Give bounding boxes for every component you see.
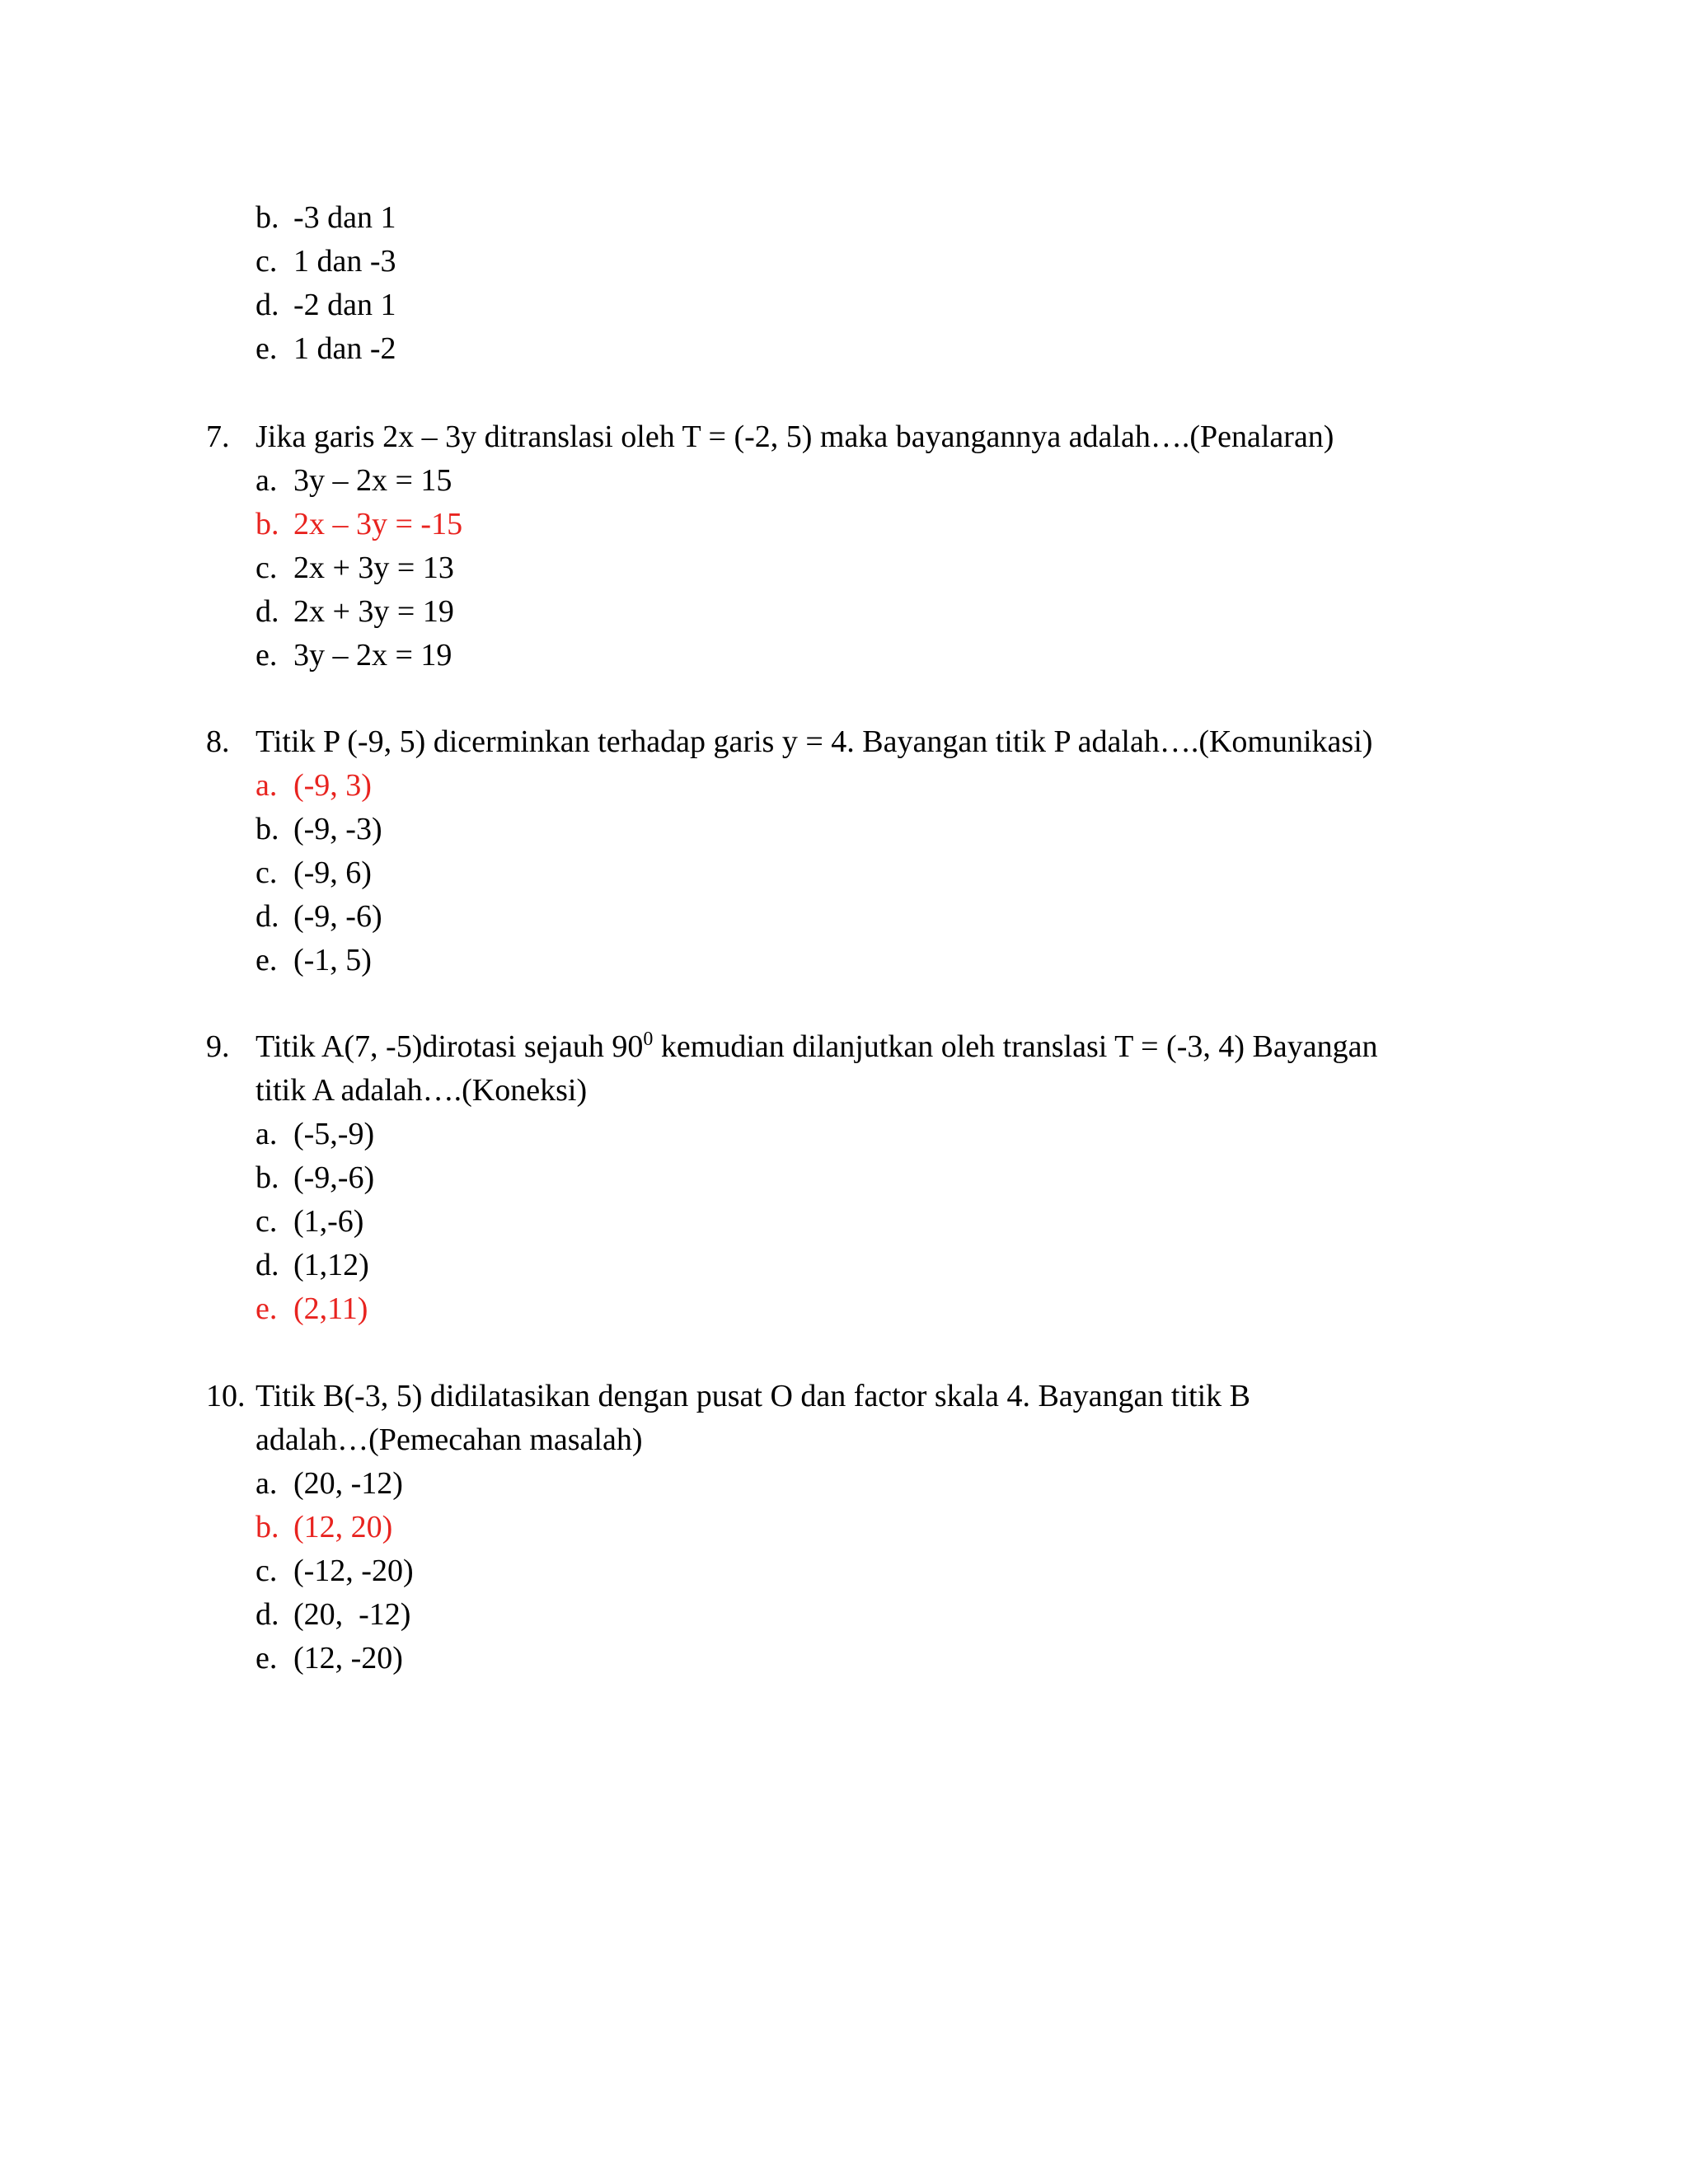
q6-option-b	[256, 196, 396, 240]
option-letter: c.	[256, 1554, 278, 1588]
q7-option-d	[256, 590, 454, 634]
option-text: (12, -20)	[293, 1641, 403, 1675]
option-letter: d.	[256, 899, 279, 934]
q9-number: 9.	[206, 1029, 230, 1064]
option-letter: b.	[256, 1160, 279, 1195]
q10-text-line2: adalah…(Pemecahan masalah)	[256, 1422, 643, 1457]
degree-superscript: 0	[643, 1029, 654, 1050]
q6-option-e	[256, 327, 396, 371]
option-letter: a.	[256, 463, 278, 498]
option-text: (-9,-6)	[293, 1160, 375, 1195]
option-letter: a.	[256, 1117, 278, 1151]
option-letter: c.	[256, 244, 278, 279]
option-text: (-9, 6)	[293, 855, 372, 890]
option-text: 1 dan -3	[293, 244, 396, 279]
q10-option-b-answer	[256, 1506, 392, 1549]
option-letter: b.	[256, 812, 279, 846]
option-letter: b.	[256, 507, 279, 541]
option-text: 3y – 2x = 19	[293, 638, 452, 673]
q10-option-a	[256, 1462, 403, 1506]
option-text: 2x + 3y = 13	[293, 551, 454, 585]
q9-text-before: Titik A(7, -5)dirotasi sejauh 90	[256, 1029, 644, 1064]
q9-option-b	[256, 1156, 374, 1200]
q9-option-a	[256, 1113, 374, 1156]
q10-text-line1: Titik B(-3, 5) didilatasikan dengan pusat O dan factor skala 4. Bayangan titik B	[256, 1379, 1250, 1413]
option-letter: d.	[256, 1248, 279, 1282]
option-text: (20, -12)	[293, 1466, 403, 1501]
option-letter: e.	[256, 943, 278, 977]
q10-option-e	[256, 1637, 403, 1680]
option-text: (12, 20)	[293, 1510, 393, 1544]
option-text: (2,11)	[293, 1291, 368, 1326]
q9-option-e-answer	[256, 1287, 368, 1331]
option-text: -2 dan 1	[293, 288, 396, 322]
q7-text: Jika garis 2x – 3y ditranslasi oleh T = (-2, 5) maka bayangannya adalah….(Penalaran)	[256, 419, 1334, 454]
q9-text-line2: titik A adalah….(Koneksi)	[256, 1073, 588, 1108]
q7-number: 7.	[206, 419, 230, 454]
option-letter: c.	[256, 551, 278, 585]
option-letter: d.	[256, 288, 279, 322]
q10-option-d	[256, 1593, 410, 1637]
option-letter: d.	[256, 1597, 279, 1632]
q8-option-e	[256, 939, 372, 982]
option-letter: e.	[256, 638, 278, 673]
option-letter: e.	[256, 1291, 278, 1326]
q7-option-a	[256, 459, 452, 503]
option-text: (-5,-9)	[293, 1117, 375, 1151]
q8-number: 8.	[206, 724, 230, 759]
q9-option-c	[256, 1200, 363, 1244]
q9-option-d	[256, 1244, 369, 1287]
option-letter: c.	[256, 1204, 278, 1239]
q10-number: 10.	[206, 1379, 246, 1413]
q8-option-d	[256, 895, 382, 939]
q9-text-after: kemudian dilanjutkan oleh translasi T = (-3, 4) Bayangan	[653, 1029, 1378, 1064]
q9-text-line1	[256, 1025, 1377, 1069]
option-text: 2x – 3y = -15	[293, 507, 463, 541]
option-letter: b.	[256, 200, 279, 235]
q6-option-d	[256, 284, 396, 327]
q8-option-c	[256, 851, 372, 895]
option-text: (-9, -3)	[293, 812, 382, 846]
option-letter: a.	[256, 1466, 278, 1501]
option-text: (-9, -6)	[293, 899, 382, 934]
q6-option-c	[256, 240, 396, 284]
option-letter: e.	[256, 331, 278, 366]
q8-text: Titik P (-9, 5) dicerminkan terhadap garis y = 4. Bayangan titik P adalah….(Komunikasi)	[256, 724, 1373, 759]
q7-option-c	[256, 546, 454, 590]
option-letter: c.	[256, 855, 278, 890]
q10-option-c	[256, 1549, 414, 1593]
option-text: 3y – 2x = 15	[293, 463, 452, 498]
q7-option-b-answer	[256, 503, 462, 546]
option-text: (1,-6)	[293, 1204, 364, 1239]
option-letter: a.	[256, 768, 278, 803]
option-letter: b.	[256, 1510, 279, 1544]
q7-option-e	[256, 634, 452, 677]
option-text: 2x + 3y = 19	[293, 594, 454, 629]
option-text: (-12, -20)	[293, 1554, 414, 1588]
option-text: (-1, 5)	[293, 943, 372, 977]
option-letter: e.	[256, 1641, 278, 1675]
option-letter: d.	[256, 594, 279, 629]
q8-option-a-answer	[256, 764, 372, 808]
option-text: -3 dan 1	[293, 200, 396, 235]
q8-option-b	[256, 808, 382, 851]
option-text: 1 dan -2	[293, 331, 396, 366]
option-text: (1,12)	[293, 1248, 369, 1282]
option-text: (20, -12)	[293, 1597, 411, 1632]
option-text: (-9, 3)	[293, 768, 372, 803]
